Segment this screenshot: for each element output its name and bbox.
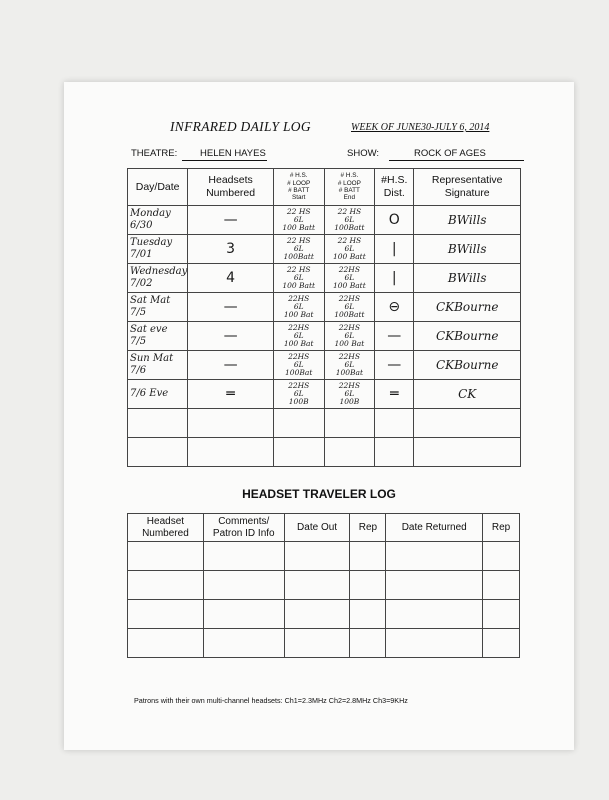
day-cell: Sat eve 7/5 bbox=[128, 322, 188, 351]
table-cell bbox=[386, 571, 483, 600]
table-cell bbox=[350, 629, 386, 658]
table-cell bbox=[483, 600, 520, 629]
start-cell: 22HS 6L 100 Bat bbox=[273, 322, 324, 351]
end-cell: 22 HS 6L 100Batt bbox=[324, 206, 375, 235]
headsets-cell bbox=[188, 438, 274, 467]
table-cell bbox=[203, 571, 284, 600]
table-row bbox=[128, 351, 521, 380]
table-cell bbox=[350, 600, 386, 629]
col-date-out: Date Out bbox=[284, 514, 350, 542]
headsets-cell: 3 bbox=[188, 235, 274, 264]
theatre-line bbox=[182, 148, 267, 161]
signature-cell: CKBourne bbox=[414, 293, 521, 322]
day-cell: Tuesday 7/01 bbox=[128, 235, 188, 264]
week-label: WEEK OF JUNE30-JULY 6, 2014 bbox=[351, 122, 490, 133]
start-cell: 22 HS 6L 100 Batt bbox=[273, 206, 324, 235]
table-row bbox=[128, 264, 521, 293]
table-cell bbox=[203, 600, 284, 629]
start-cell: 22 HS 6L 100Batt bbox=[273, 235, 324, 264]
traveler-title: HEADSET TRAVELER LOG bbox=[242, 487, 396, 501]
col-date-returned: Date Returned bbox=[386, 514, 483, 542]
table-row bbox=[128, 380, 521, 409]
table-cell bbox=[350, 542, 386, 571]
col-dist: #H.S. Dist. bbox=[375, 169, 414, 206]
col-headsets: Headsets Numbered bbox=[188, 169, 274, 206]
table-cell bbox=[483, 629, 520, 658]
signature-cell: BWills bbox=[414, 235, 521, 264]
dist-cell: ⊖ bbox=[375, 293, 414, 322]
table-row bbox=[128, 235, 521, 264]
table-row bbox=[128, 438, 521, 467]
end-cell: 22HS 6L 100Bat bbox=[324, 351, 375, 380]
show-value: ROCK OF AGES bbox=[414, 148, 486, 159]
traveler-header-row bbox=[128, 514, 520, 542]
table-cell bbox=[284, 571, 350, 600]
headsets-cell: — bbox=[188, 351, 274, 380]
dist-cell: — bbox=[375, 322, 414, 351]
table-row bbox=[128, 600, 520, 629]
headsets-cell: — bbox=[188, 293, 274, 322]
day-cell: Sun Mat 7/6 bbox=[128, 351, 188, 380]
signature-cell: BWills bbox=[414, 264, 521, 293]
headsets-cell bbox=[188, 409, 274, 438]
end-cell: 22HS 6L 100 Bat bbox=[324, 322, 375, 351]
col-rep-out: Rep bbox=[350, 514, 386, 542]
show-line bbox=[389, 148, 524, 161]
table-row bbox=[128, 206, 521, 235]
table-row bbox=[128, 542, 520, 571]
table-row bbox=[128, 293, 521, 322]
headsets-cell: ═ bbox=[188, 380, 274, 409]
table-cell bbox=[284, 629, 350, 658]
table-cell bbox=[128, 571, 204, 600]
signature-cell: CKBourne bbox=[414, 351, 521, 380]
signature-cell bbox=[414, 409, 521, 438]
table-cell bbox=[128, 600, 204, 629]
end-cell: 22 HS 6L 100 Batt bbox=[324, 235, 375, 264]
dist-cell: ═ bbox=[375, 380, 414, 409]
table-row bbox=[128, 571, 520, 600]
daily-log-table bbox=[127, 168, 521, 467]
col-comments: Comments/ Patron ID Info bbox=[203, 514, 284, 542]
day-cell: 7/6 Eve bbox=[128, 380, 188, 409]
start-cell: 22 HS 6L 100 Batt bbox=[273, 264, 324, 293]
dist-cell: | bbox=[375, 235, 414, 264]
table-row bbox=[128, 409, 521, 438]
start-cell: 22HS 6L 100B bbox=[273, 380, 324, 409]
table-row bbox=[128, 322, 521, 351]
signature-cell: CK bbox=[414, 380, 521, 409]
theatre-value: HELEN HAYES bbox=[200, 148, 266, 159]
table-cell bbox=[128, 629, 204, 658]
table-cell bbox=[386, 629, 483, 658]
day-cell: Monday 6/30 bbox=[128, 206, 188, 235]
end-cell: 22HS 6L 100 Batt bbox=[324, 264, 375, 293]
table-cell bbox=[386, 600, 483, 629]
headsets-cell: — bbox=[188, 322, 274, 351]
daily-header-row bbox=[128, 169, 521, 206]
col-start: # H.S. # LOOP # BATT Start bbox=[273, 169, 324, 206]
table-row bbox=[128, 629, 520, 658]
col-end: # H.S. # LOOP # BATT End bbox=[324, 169, 375, 206]
col-rep-returned: Rep bbox=[483, 514, 520, 542]
dist-cell bbox=[375, 438, 414, 467]
signature-cell bbox=[414, 438, 521, 467]
day-cell bbox=[128, 409, 188, 438]
table-cell bbox=[483, 542, 520, 571]
start-cell bbox=[273, 438, 324, 467]
dist-cell: — bbox=[375, 351, 414, 380]
table-cell bbox=[350, 571, 386, 600]
theatre-label: THEATRE: bbox=[131, 148, 178, 159]
headsets-cell: — bbox=[188, 206, 274, 235]
end-cell bbox=[324, 409, 375, 438]
dist-cell bbox=[375, 409, 414, 438]
start-cell: 22HS 6L 100 Bat bbox=[273, 293, 324, 322]
headsets-cell: 4 bbox=[188, 264, 274, 293]
start-cell bbox=[273, 409, 324, 438]
day-cell: Wednesday 7/02 bbox=[128, 264, 188, 293]
col-day: Day/Date bbox=[128, 169, 188, 206]
log-sheet bbox=[64, 82, 574, 750]
signature-cell: CKBourne bbox=[414, 322, 521, 351]
table-cell bbox=[284, 542, 350, 571]
col-signature: Representative Signature bbox=[414, 169, 521, 206]
table-cell bbox=[203, 542, 284, 571]
day-cell bbox=[128, 438, 188, 467]
show-label: SHOW: bbox=[347, 148, 380, 159]
end-cell bbox=[324, 438, 375, 467]
table-cell bbox=[284, 600, 350, 629]
end-cell: 22HS 6L 100Batt bbox=[324, 293, 375, 322]
end-cell: 22HS 6L 100B bbox=[324, 380, 375, 409]
table-cell bbox=[203, 629, 284, 658]
dist-cell: | bbox=[375, 264, 414, 293]
table-cell bbox=[483, 571, 520, 600]
signature-cell: BWills bbox=[414, 206, 521, 235]
log-title: INFRARED DAILY LOG bbox=[170, 119, 311, 134]
col-headset-numbered: Headset Numbered bbox=[128, 514, 204, 542]
table-cell bbox=[386, 542, 483, 571]
dist-cell: O bbox=[375, 206, 414, 235]
footer-note: Patrons with their own multi-channel headsets: Ch1=2.3MHz Ch2=2.8MHz Ch3=9KHz bbox=[134, 696, 408, 705]
table-cell bbox=[128, 542, 204, 571]
traveler-log-table bbox=[127, 513, 520, 658]
start-cell: 22HS 6L 100Bat bbox=[273, 351, 324, 380]
day-cell: Sat Mat 7/5 bbox=[128, 293, 188, 322]
